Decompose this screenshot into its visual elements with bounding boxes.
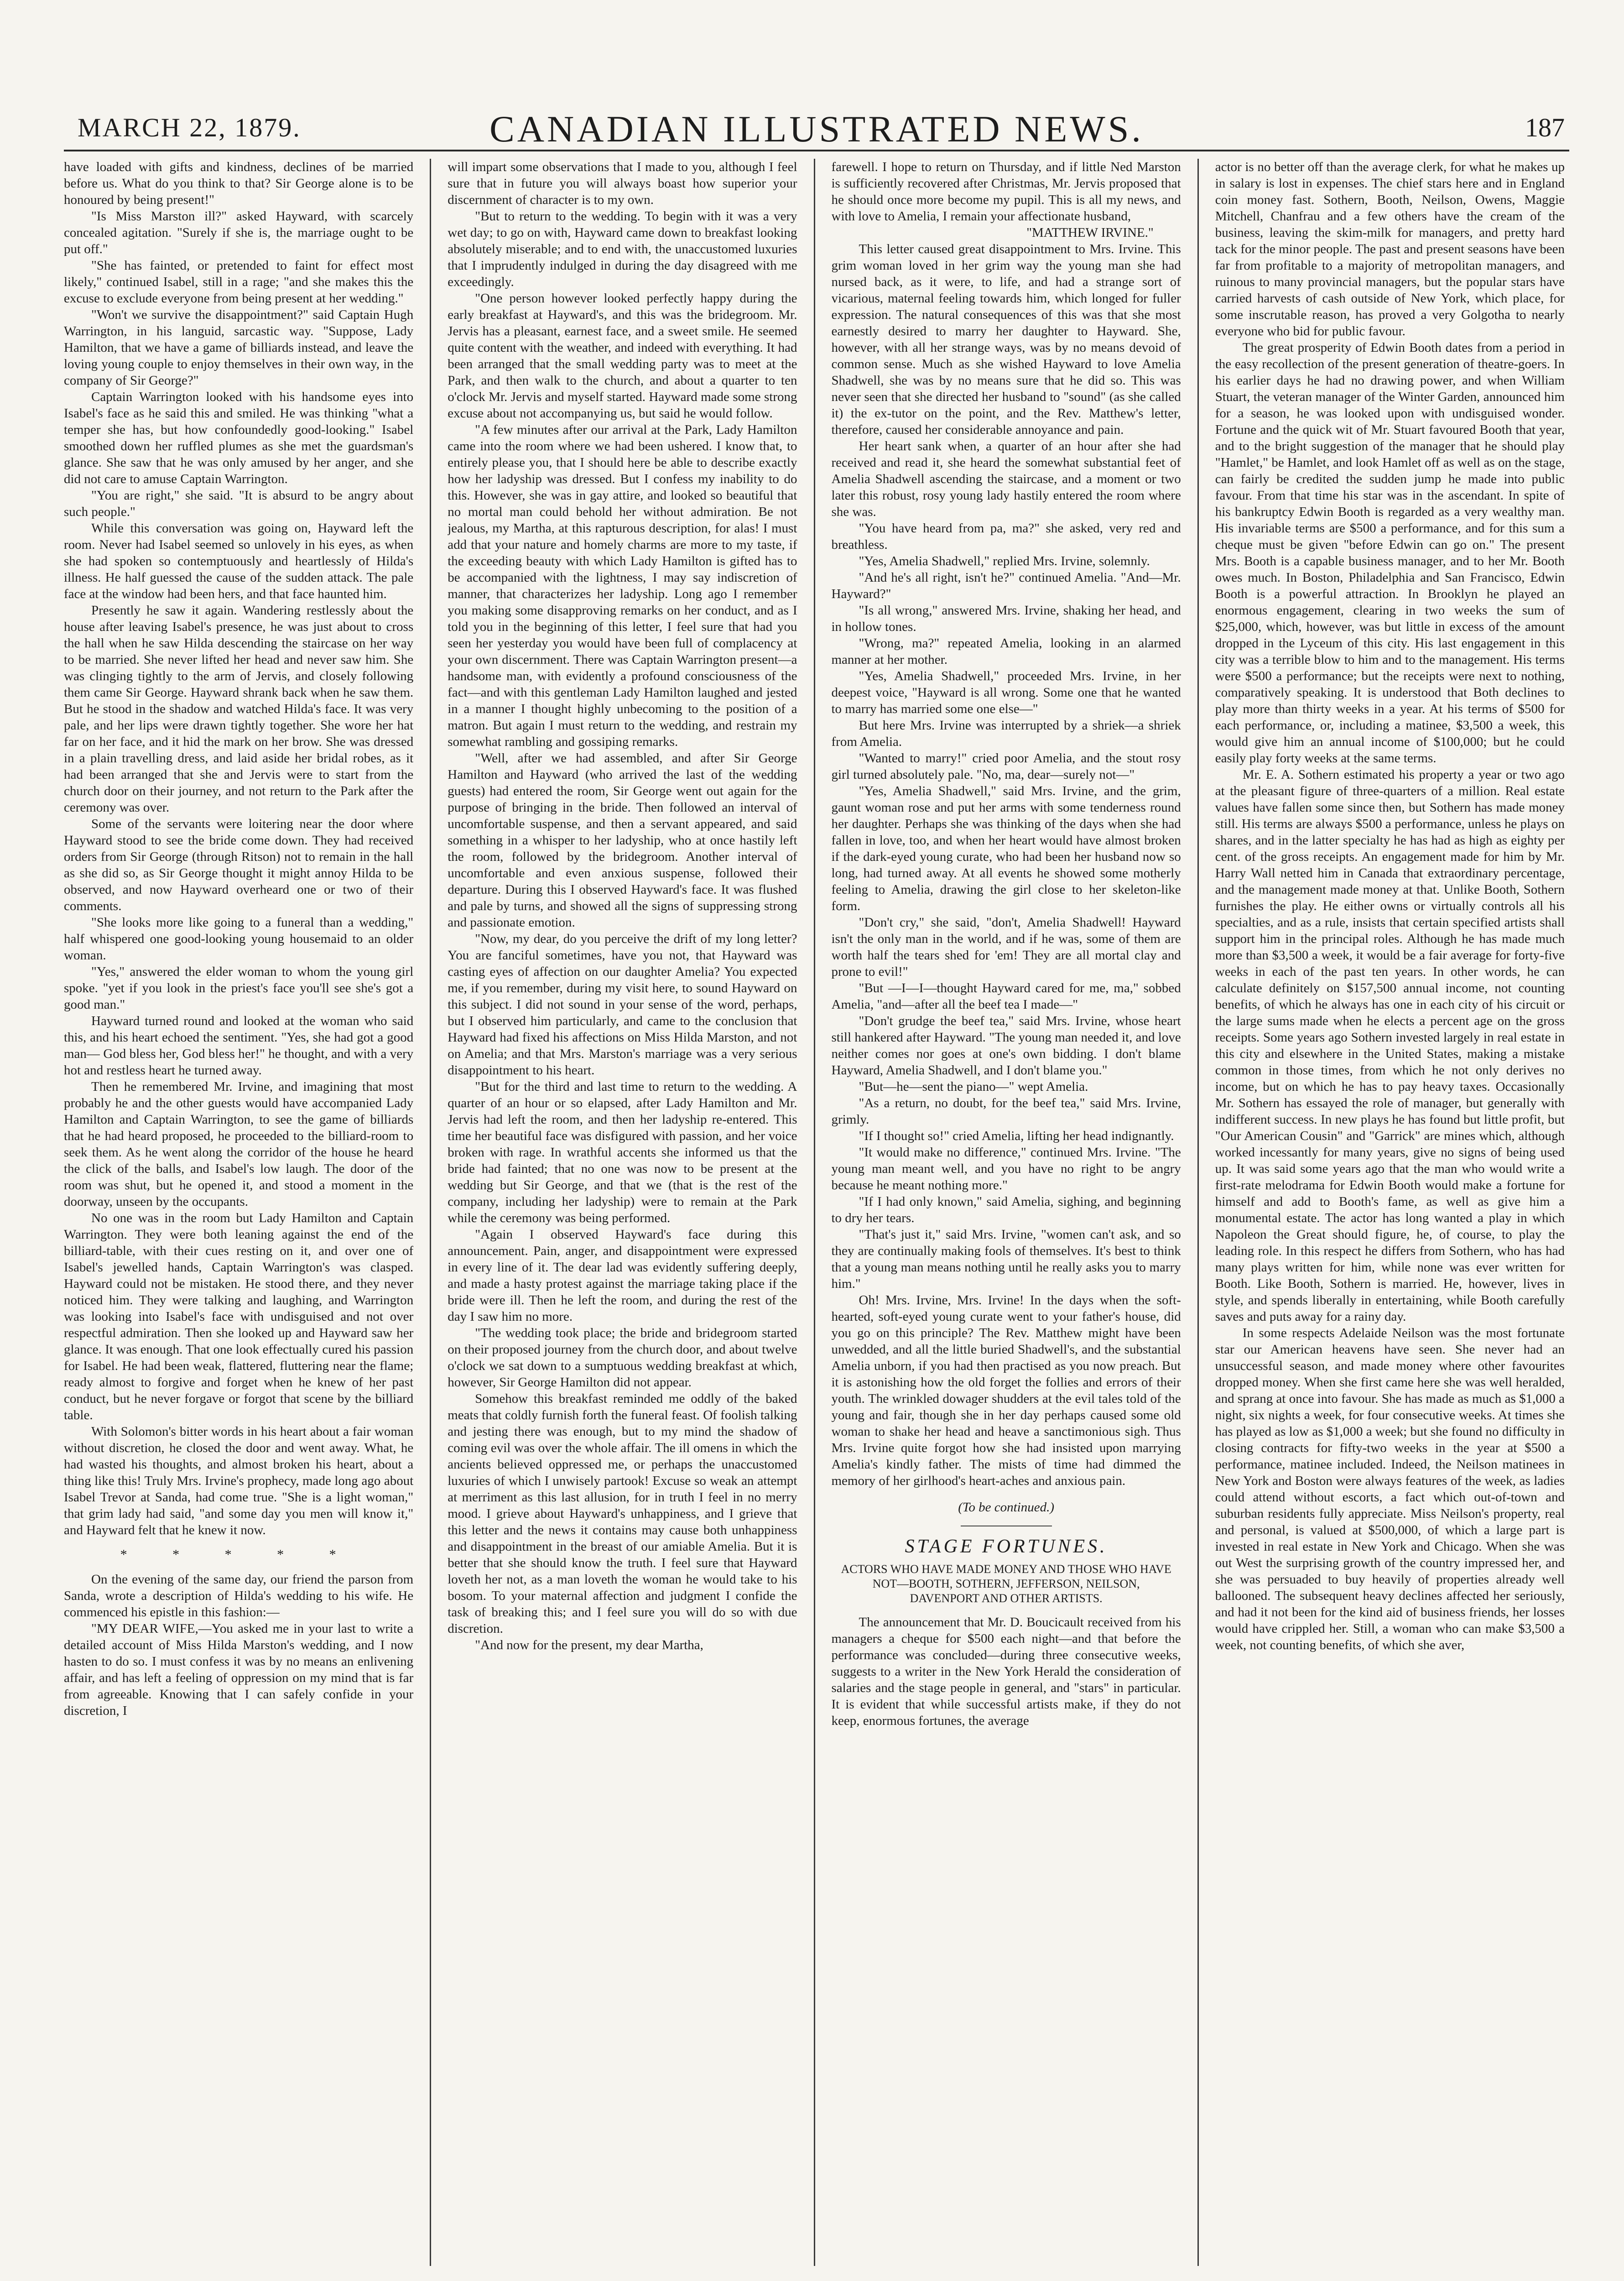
paragraph: "The wedding took place; the bride and bridegroom started on their proposed journey from the church door, and about twelve o'clock we sat down to a sumptuous wedding breakfast at which, however, Sir George Hamilton did not appear. [448, 1326, 797, 1390]
paragraph: With Solomon's bitter words in his heart about a fair woman without discretion, he closed the door and went away. What, he had wasted his thoughts, and almost broken his heart, about a thing like this! Truly Mrs. Irvine's prophecy, made long ago about Isabel Trevor at Sanda, had come true. "She is a light woman," that grim lady had said, "and some day you men will know it," and Hayward felt that he knew it now. [64, 1424, 414, 1537]
paragraph: Somehow this breakfast reminded me oddly of the baked meats that coldly furnish forth the funeral feast. Of foolish talking and jesting there was enough, but to my mind the shadow of coming evil was over the whole affair. The ill omens in which the ancients believed oppressed me, or perhaps the unaccustomed luxuries of which I unwisely partook! Excuse so weak an attempt at merriment as this last allusion, for in truth I feel in no merry mood. I grieve about Hayward's unhappiness, and I grieve that this letter and the news it contains may cause both unhappiness and disappointment in the breast of our amiable Amelia. But it is better that she should know the truth. I feel sure that Hayward loveth her not, as a man loveth the woman he would take to his bosom. To your maternal affection and judgment I confide the task of breaking this; and I feel sure you will do so with due discretion. [448, 1391, 797, 1636]
column-2 [448, 159, 797, 2266]
column-divider [430, 159, 431, 2266]
paragraph: Her heart sank when, a quarter of an hour after she had received and read it, she heard the somewhat substantial feet of Amelia Shadwell ascending the staircase, and a moment or two later this robust, rosy young lady hastily entered the room where she was. [831, 439, 1181, 519]
paragraph: "Yes, Amelia Shadwell," proceeded Mrs. Irvine, in her deepest voice, "Hayward is all wrong. Some one that he wanted to marry has married some one else—" [831, 669, 1181, 716]
paragraph: In some respects Adelaide Neilson was the most fortunate star our American heavens have seen. She never had an unsuccessful season, and made money where other favourites dropped money. When she first came here she was well heralded, and sprang at once into favour. She has made as much as $1,000 a night, six nights a week, for four consecutive weeks. At times she has played as low as $1,000 a week; but she found no difficulty in closing contracts for fifty-two weeks in the year at $500 a performance, matinee included. Indeed, the Neilson matinees in New York and Boston were always features of the week, as ladies could attend without escorts, a fact which out-of-town and suburban residents fully appreciate. Miss Neilson's property, real and personal, is valued at $500,000, of which a large part is invested in real estate in New York and Chicago. When she was out West the surprising growth of the country impressed her, and she was persuaded to buy heavily of properties already well ballooned. The subsequent heavy declines affected her seriously, and had it not been for the kind aid of business friends, her losses would have crippled her. Still, a woman who can make $3,500 a week, not counting benefits, of which she aver, [1215, 1326, 1565, 1652]
paragraph: "MY DEAR WIFE,—You asked me in your last to write a detailed account of Miss Hilda Marston's wedding, and I now hasten to do so. I must confess it was by no means an enlivening affair, and has left a feeling of oppression on my mind that is far from agreeable. Knowing that I can safely confide in your discretion, I [64, 1621, 414, 1718]
column-divider [1197, 159, 1199, 2266]
paragraph: will impart some observations that I made to you, although I feel sure that in future you will always boast how superior your discernment of character is to my own. [448, 160, 797, 207]
paragraph: "Don't cry," she said, "don't, Amelia Shadwell! Hayward isn't the only man in the world, and if he was, some of them are worth half the tears shed for 'em! They are all mortal clay and prone to evil!" [831, 915, 1181, 979]
paragraph: "Won't we survive the disappointment?" said Captain Hugh Warrington, in his languid, sarcastic way. "Suppose, Lady Hamilton, that we have a game of billiards instead, and leave the loving young couple to enjoy themselves in their own way, in the company of Sir George?" [64, 307, 414, 388]
paragraph: "Don't grudge the beef tea," said Mrs. Irvine, whose heart still hankered after Hayward. "The young man needed it, and love neither comes nor goes at one's own bidding. I don't blame Hayward, Amelia Shadwell, and I don't blame you." [831, 1014, 1181, 1078]
paragraph: "But for the third and last time to return to the wedding. A quarter of an hour or so elapsed, after Lady Hamilton and Mr. Jervis had left the room, and then her ladyship re-entered. This time her beautiful face was disfigured with passion, and her voice broken with rage. In wrathful accents she informed us that the bride had fainted; that no one was now to be present at the wedding but Sir George, and that we (that is the rest of the company, including her ladyship) were to remain at the Park while the ceremony was being performed. [448, 1079, 797, 1225]
paragraph: "That's just it," said Mrs. Irvine, "women can't ask, and so they are continually making fools of themselves. It's best to think that a young man means nothing until he really asks you to marry him." [831, 1227, 1181, 1291]
paragraph: The announcement that Mr. D. Boucicault received from his managers a cheque for $500 each night—and that before the performance was concluded—during three consecutive weeks, suggests to a writer in the New York Herald the consideration of salaries and the stage people in general, and "stars" in particular. It is evident that while successful artists make, if they do not keep, enormous fortunes, the average [831, 1615, 1181, 1728]
paragraph: "Well, after we had assembled, and after Sir George Hamilton and Hayward (who arrived the last of the wedding guests) had entered the room, Sir George went out again for the purpose of bringing in the bride. Then followed an interval of uncomfortable suspense, and then a servant appeared, and said something in a whisper to her ladyship, who at once hastily left the room, followed by the bridegroom. Another interval of uncomfortable and even anxious suspense, followed their departure. During this I observed Hayward's face. It was flushed and pale by turns, and showed all the signs of suppressing strong and passionate emotion. [448, 751, 797, 930]
paragraph: "Again I observed Hayward's face during this announcement. Pain, anger, and disappointment were expressed in every line of it. The dear lad was evidently suffering deeply, and made a hasty protest against the marriage taking place if the bride were ill. Then he left the room, and during the rest of the day I saw him no more. [448, 1227, 797, 1324]
issue-date: MARCH 22, 1879. [78, 113, 301, 142]
paragraph: "But —I—I—thought Hayward cared for me, ma," sobbed Amelia, "and—after all the beef tea I made—" [831, 981, 1181, 1012]
paragraph: The great prosperity of Edwin Booth dates from a period in the easy recollection of the present generation of theatre-goers. In his earlier days he had no drawing power, and when William Stuart, the veteran manager of the Winter Garden, announced him for a season, he was looked upon with undisguised wonder. Fortune and the quick wit of Mr. Stuart favoured Booth that year, and to the bright suggestion of the manager that he should play "Hamlet," be Hamlet, and look Hamlet off as well as on the stage, can fairly be credited the sudden jump he made into public favour. From that time his star was in the ascendant. In spite of his bankruptcy Edwin Booth is regarded as a very wealthy man. His invariable terms are $500 a performance, and for this sum a cheque must be given "before Edwin can go on." The present Mrs. Booth is a capable business manager, and to her Mr. Booth owes much. In Boston, Philadelphia and San Francisco, Edwin Booth is a powerful attraction. In Brooklyn he played an enormous engagement, clearing in two weeks the sum of $25,000, which, however, was but little in excess of the amount dropped in the Lyceum of this city. His last engagement in this city was a terrible blow to him and to the management. His terms were $500 a performance; but the receipts were next to nothing, comparatively speaking. It is understood that Both declines to play more than thirty weeks in a year. At his terms of $500 for each performance, or, including a matinee, $3,500 a week, this would give him an annual income of $100,000; but he could easily play forty weeks at the same terms. [1215, 340, 1565, 766]
article-columns [64, 159, 1565, 2266]
column-1 [64, 159, 413, 2266]
paragraph: Hayward turned round and looked at the woman who said this, and his heart echoed the sentiment. "Yes, she had got a good man— God bless her, God bless her!" he thought, and with a very hot and restless heart he turned away. [64, 1014, 414, 1078]
paragraph: actor is no better off than the average clerk, for what he makes up in salary is lost in expenses. The chief stars here and in England coin money fast. Sothern, Booth, Neilson, Owens, Maggie Mitchell, Chanfrau and a few others have the cream of the business, leaving the skim-milk for managers, and pretty hard tack for the minor people. The past and present seasons have been far from profitable to a majority of metropolitan managers, and ruinous to many provincial managers, but the popular stars have carried harvests of cash outside of New York, which place, for some inscrutable reason, has proved a very Golgotha to nearly everyone who bid for public favour. [1215, 160, 1565, 339]
paragraph: "Is all wrong," answered Mrs. Irvine, shaking her head, and in hollow tones. [831, 603, 1181, 634]
section-heading: STAGE FORTUNES. [905, 1536, 1108, 1557]
section-break-stars: * * * * * [120, 1547, 357, 1562]
section-subheading: ACTORS WHO HAVE MADE MONEY AND THOSE WHO HAVE NOT—BOOTH, SOTHERN, JEFFERSON, NEILSON, DAVENPORT AND OTHER ARTISTS. [841, 1562, 1171, 1605]
paragraph: But here Mrs. Irvine was interrupted by a shriek—a shriek from Amelia. [831, 718, 1181, 749]
paragraph: Oh! Mrs. Irvine, Mrs. Irvine! In the days when the soft-hearted, soft-eyed young curate went to your father's house, did you go on this principle? The Rev. Matthew might have been unwedded, and all the little buried Shadwell's, and the substantial Amelia unborn, if you had then practised as you now preach. But it is astonishing how the old forget the follies and errors of their youth. The wrinkled dowager shudders at the evil tales told of the young and fair, though she in her day perhaps caused some old woman to shake her head and heave a sanctimonious sigh. Thus Mrs. Irvine quite forgot how she had insisted upon marrying Amelia's kindly father. The mists of time had dimmed the memory of her girlhood's heart-aches and anxious pain. [831, 1293, 1181, 1488]
paragraph: Some of the servants were loitering near the door where Hayward stood to see the bride come down. They had received orders from Sir George (through Ritson) not to remain in the hall as she did so, as Sir George thought it might annoy Hilda to be observed, and now Hayward overheard one or two of their comments. [64, 817, 414, 913]
paragraph: "As a return, no doubt, for the beef tea," said Mrs. Irvine, grimly. [831, 1096, 1181, 1127]
page-number: 187 [1525, 113, 1565, 142]
masthead [64, 104, 1569, 151]
paragraph: "It would make no difference," continued Mrs. Irvine. "The young man meant well, and you have no right to be angry because he meant nothing more." [831, 1145, 1181, 1193]
paragraph: "You have heard from pa, ma?" she asked, very red and breathless. [831, 521, 1181, 552]
paragraph: "She looks more like going to a funeral than a wedding," half whispered one good-looking young housemaid to an older woman. [64, 915, 414, 963]
paragraph: "A few minutes after our arrival at the Park, Lady Hamilton came into the room where we had been ushered. I know that, to entirely please you, that I should here be able to describe exactly how her ladyship was dressed. But I confess my inability to do this. However, she was in gay attire, and looked so beautiful that no mortal man could behold her without admiration. Be not jealous, my Martha, at this rapturous description, for alas! I must add that your nature and homely charms are more to my taste, if the exceeding beauty with which Lady Hamilton is gifted has to be accompanied with the lightness, I may say indiscretion of manner, that characterizes her ladyship. Long ago I remember you making some disapproving remarks on her conduct, and as I told you in the beginning of this letter, I feel sure that had you seen her yesterday you would have been full of complacency at your own discernment. There was Captain Warrington present—a handsome man, with evidently a profound consciousness of the fact—and with this gentleman Lady Hamilton laughed and jested in a manner I thought highly unbecoming to the position of a matron. But again I must return to the wedding, and restrain my somewhat rambling and gossiping remarks. [448, 422, 797, 749]
paragraph: "If I had only known," said Amelia, sighing, and beginning to dry her tears. [831, 1194, 1181, 1225]
paragraph: "Yes," answered the elder woman to whom the young girl spoke. "yet if you look in the priest's face you'll see she's got a good man." [64, 964, 414, 1012]
column-4 [1215, 159, 1565, 2266]
paragraph: have loaded with gifts and kindness, declines of be married before us. What do you think to that? Sir George alone is to be honoured by being present!" [64, 160, 414, 207]
paragraph: "Yes, Amelia Shadwell," said Mrs. Irvine, and the grim, gaunt woman rose and put her arms with some tenderness round her daughter. Perhaps she was thinking of the days when she had fallen in love, too, and when her heart would have almost broken if the dark-eyed young curate, who had been her husband now so long, had turned away. At all events he showed some motherly feeling to Amelia, drawing the girl close to her skeleton-like form. [831, 784, 1181, 913]
paragraph: "Wanted to marry!" cried poor Amelia, and the stout rosy girl turned absolutely pale. "No, ma, dear—surely not—" [831, 751, 1181, 782]
paragraph: Then he remembered Mr. Irvine, and imagining that most probably he and the other guests would have accompanied Lady Hamilton and Captain Warrington, to see the game of billiards that he had heard proposed, he proceeded to the billiard-room to seek them. As he went along the corridor of the house he heard the click of the balls, and Isabel's low laugh. The door of the room was shut, but he opened it, and stood a moment in the doorway, unseen by the occupants. [64, 1079, 414, 1209]
paragraph: "You are right," she said. "It is absurd to be angry about such people." [64, 488, 414, 519]
paragraph: "She has fainted, or pretended to faint for effect most likely," continued Isabel, still in a rage; "and she makes this the excuse to exclude everyone from being present at her wedding." [64, 258, 414, 306]
paragraph: No one was in the room but Lady Hamilton and Captain Warrington. They were both leaning against the end of the billiard-table, with their cues resting on it, and over one of Isabel's jewelled hands, Captain Warrington's was clasped. Hayward could not be mistaken. He stood there, and they never noticed him. They were talking and laughing, and Warrington was looking into Isabel's face with undisguised and not over respectful admiration. Then she looked up and Hayward saw her glance. It was enough. That one look effectually cured his passion for Isabel. He had been weak, flattered, fluttering near the flame; ready almost to forgive and forget when he knew of her past conduct, but he never forgave or forgot that scene by the billiard table. [64, 1211, 414, 1422]
paragraph: "Yes, Amelia Shadwell," replied Mrs. Irvine, solemnly. [859, 554, 1150, 568]
continued-note: (To be continued.) [958, 1500, 1054, 1515]
paragraph: "But to return to the wedding. To begin with it was a very wet day; to go on with, Hayward came down to breakfast looking absolutely miserable; and to end with, the unaccustomed luxuries that I imprudently indulged in during the day disagreed with me exceedingly. [448, 209, 797, 289]
column-divider [814, 159, 815, 2266]
paragraph: "One person however looked perfectly happy during the early breakfast at Hayward's, and this was the bridegroom. Mr. Jervis has a pleasant, earnest face, and a sweet smile. He seemed quite content with the weather, and indeed with everything. It had been arranged that the small wedding party was to meet at the Park, and then walk to the church, and about a quarter to ten o'clock Mr. Jervis and myself started. Hayward made some strong excuse about not accompanying us, but said he would follow. [448, 291, 797, 421]
paragraph: "If I thought so!" cried Amelia, lifting her head indignantly. [859, 1129, 1174, 1143]
letter-signature: "MATTHEW IRVINE." [1026, 225, 1154, 240]
paragraph: farewell. I hope to return on Thursday, and if little Ned Marston is sufficiently recovered after Christmas, Mr. Jervis proposed that he should once more become my pupil. This is all my news, and with love to Amelia, I remain your affectionate husband, [831, 160, 1181, 224]
paragraph: "And he's all right, isn't he?" continued Amelia. "And—Mr. Hayward?" [831, 570, 1181, 601]
paragraph: "Now, my dear, do you perceive the drift of my long letter? You are fanciful sometimes, have you not, that Hayward was casting eyes of affection on our daughter Amelia? You expected me, if you remember, during my visit here, to sound Hayward on this subject. I did not sound in your sense of the word, perhaps, but I observed him particularly, and came to the conclusion that Hayward had fixed his affections on Miss Hilda Marston, and not on Amelia; and that Mrs. Marston's marriage was a very serious disappointment to his heart. [448, 932, 797, 1078]
paragraph: "But—he—sent the piano—" wept Amelia. [859, 1079, 1088, 1094]
paragraph: "And now for the present, my dear Martha, [475, 1638, 703, 1652]
paragraph: This letter caused great disappointment to Mrs. Irvine. This grim woman loved in her grim way the young man she had nursed back, as it were, to life, and had a strange sort of vicarious, maternal feeling towards him, which longed for fuller expression. The natural consequences of this was that she most earnestly desired to marry her daughter to Hayward. She, however, with all her strange ways, was by no means devoid of common sense. Much as she wished Hayward to love Amelia Shadwell, she was by no means sure that he did so. This was never seen that she directed her husband to "sound" (as she called it) the ex-tutor on the point, and the Rev. Matthew's letter, therefore, caused her considerable annoyance and pain. [831, 242, 1181, 437]
paragraph: While this conversation was going on, Hayward left the room. Never had Isabel seemed so unlovely in his eyes, as when she had spoken so contemptuously and heartlessly of Hilda's illness. He half guessed the cause of the sudden attack. The pale face at the window had been hers, and that face haunted him. [64, 521, 414, 601]
column-3 [832, 159, 1181, 2266]
paragraph: Mr. E. A. Sothern estimated his property a year or two ago at the pleasant figure of three-quarters of a million. Real estate values have fallen some since then, but Sothern has made money still. His terms are always $500 a performance, unless he plays on shares, and in the latter specialty he has had as high as eighty per cent. of the gross receipts. An engagement made for him by Mr. Harry Wall netted him in Canada that extraordinary percentage, and the management made money at that. Unlike Booth, Sothern furnishes the play. He either owns or virtually controls all his specialties, and as a rule, insists that certain specified artists shall support him in the principal roles. Although he has made much more than $3,500 a week, it would be a fair average for forty-five weeks in each of the past ten years. In other words, he can calculate definitely on $157,500 annual income, not counting benefits, of which he always has one in each city of his circuit or the large sums made when he elects a percent age on the gross receipts. Some years ago Sothern invested largely in real estate in this city and elsewhere in the United States, making a mistake common in those times, from which he not only derives no income, but on which he has to pay heavy taxes. Occasionally Mr. Sothern has essayed the role of manager, but generally with indifferent success. In new plays he has found but little profit, but "Our American Cousin" and "Garrick" are mines which, although worked incessantly for many years, give no signs of being used up. It was said some years ago that the man who would write a first-rate melodrama for Edwin Booth would make a fortune for himself and add to Booth's fame, as well as give him a monumental estate. The actor has long wanted a play in which Napoleon the Great should figure, he, of course, to play the leading role. In this respect he differs from Sothern, who has had many plays written for him, while none was ever written for Booth. Like Booth, Sothern is married. He, however, lives in style, and spends liberally in entertaining, while Booth carefully saves and puts away for a rainy day. [1215, 767, 1565, 1324]
paragraph: Presently he saw it again. Wandering restlessly about the house after leaving Isabel's presence, he was just about to cross the hall when he saw Hilda descending the staircase on her way to be married. She never lifted her head and never saw him. She was clinging tightly to the arm of Jervis, and closely following them came Sir George. Hayward shrank back when he saw them. But he stood in the shadow and watched Hilda's face. It was very pale, and her lips were drawn tightly together. She wore her hat far on her face, and it hid the mark on her brow. She was dressed in a plain travelling dress, and laid aside her bridal robes, as it had been arranged that she and Jervis were to start from the church door on their journey, and not return to the Park after the ceremony was over. [64, 603, 414, 815]
newspaper-title: CANADIAN ILLUSTRATED NEWS. [489, 108, 1144, 150]
paragraph: "Wrong, ma?" repeated Amelia, looking in an alarmed manner at her mother. [831, 636, 1181, 667]
paragraph: "Is Miss Marston ill?" asked Hayward, with scarcely concealed agitation. "Surely if she is, the marriage ought to be put off." [64, 209, 414, 256]
paragraph: Captain Warrington looked with his handsome eyes into Isabel's face as he said this and smiled. He was thinking "what a temper she has, but how confoundedly good-looking." Isabel smoothed down her ruffled plumes as she met the guardsman's glance. She saw that he was only amused by her anger, and she did not care to amuse Captain Warrington. [64, 390, 414, 486]
paragraph: On the evening of the same day, our friend the parson from Sanda, wrote a description of Hilda's wedding to his wife. He commenced his epistle in this fashion:— [64, 1572, 414, 1620]
